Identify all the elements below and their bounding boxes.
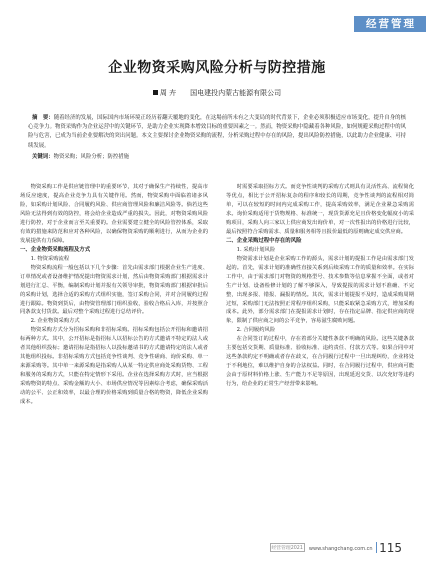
author-line (20, 88, 414, 98)
body-column-left (20, 183, 208, 555)
subsection-heading: 1. 物资采购流程 (30, 255, 70, 262)
author-name: 周 卉 (159, 89, 177, 97)
page-number: 115 (379, 541, 402, 555)
page-footer (270, 537, 403, 556)
subsection-heading: 2. 合同履约风险 (236, 327, 276, 334)
abstract-text: 随着经济的发展，国际国内市场环境正经历着翻天覆地的变化，在这場前所未有之大变局的时代背景下，企业必须积极适应市场变化，提升自身的核心竞争力。物资采购作为企业运营中的关键环节，是助力企业实现降本增效目标的重要因素之一。然而，物资采购中隐藏着各种风险，如何规避采购过程中的风险与危害，已成为当前企业要解决的突出问题。本文主要探讨企业物资采购的流程，分析采购过程中存在的风险，提出风险防控措施，以此助力企业健康、可持续发展。 (28, 115, 406, 149)
body-paragraph: 物资采购方式分为招标采购和非招标采购。招标采购包括公开招标和邀请招标两种方式。其中，公开招标是指招标人以招标公告的方式邀请不特定的法人或者其他组织投标；邀请招标是指招标人以投标邀请书的方式邀请特定的法人或者其他组织投标。非招标采购方式包括竞争性谈判、竞争性磋商、询价采购、单一来源采购等。其中单一来源采购是指采购人从某一特定供应商处采购货物、工程和服务的采购方式，只能在特定情形下采用。企业在选择采购方式时，应当根据采购物资的特点、采购金额的大小、市场供应情况等因素综合考虑，确保采购活动的公平、公正和效率，以最合理的价格采购到质量合格的物资，降低企业采购成本。 (20, 327, 208, 406)
body-paragraph: 时需要采取招标方式。而竞争性谈判的采购方式则具有灵活性高、流程简化等优点，相比于公开招标复杂的程序和较长的周期，竞争性谈判的流程相对简单，可以在较短的时间内完成采购工作，提高采购效率，满足企业紧急采购需求。询价采购适用于货物规格、标准统一，现货货源充足且价格变化幅度小的采购项目，采购人向三家以上供应商发出询价单，对一次性报出的价格进行比较，最后按照符合采购需求、质量和服务相等且报价最低的原则确定成交供应商。 (226, 184, 414, 235)
keywords-label: 关键词： (32, 153, 54, 160)
author-affiliation: 国电建投内蒙古能源有限公司 (190, 89, 282, 97)
subsection-heading: 1. 采购计划风险 (236, 246, 276, 253)
abstract (28, 114, 406, 162)
section-heading: 一、企业物资采购流程及方式 (20, 246, 91, 253)
section-heading: 二、企业采购过程中存在的风险 (226, 237, 302, 244)
article-page (20, 18, 414, 566)
body-paragraph: 在合同签订的过程中，存在着部分关键性条款不明确的风险。这些关键条款主要包括交货期、质量标准、验收标准、违约责任、付款方式等。如果合同中对这些条款约定不明确或者存在歧义，在合同履行过程中一旦出现纠纷，企业将处于不利地位，难以维护自身的合法权益。同时，在合同履行过程中，供应商可能会由于原材料价格上涨、生产能力不足等原因，出现延迟交货、以次充好等违约行为，给企业的正常生产经营带来影响。 (226, 336, 414, 388)
keywords-text: 物资采购；风险分析；防控措施 (53, 153, 130, 160)
page-number-bar (376, 542, 378, 553)
body-column-right (226, 183, 414, 555)
body-paragraph: 物资采购流程一般包括以下几个步骤：首先由需求部门根据企业生产进度、订单情况或者设备维护情况提出物资需求计划，然后由物资采购部门根据需求计划进行汇总、平衡，编制采购计划并报有关领导审批，物资采购部门根据审批后的采购计划，选择合适的采购方式组织实施，签订采购合同，并对合同履约过程进行跟踪。物资到货后，由物资管理部门组织验收，验收合格后入库，并按照合同条款支付货款。最后对整个采购过程进行总结评价。 (20, 264, 208, 316)
section-tag: 经营管理 (354, 16, 426, 32)
square-bullet-icon (153, 90, 158, 95)
site-url: www.shangchang.com.cn (308, 546, 373, 552)
subsection-heading: 2. 企业物资采购方式 (30, 318, 80, 325)
body-paragraph: 物资需求计划是企业采购工作的源头，需求计划的提报工作是由需求部门发起的。首先，需求计划的准确性直接关系到后续采购工作的质量和效率。在实际工作中，由于需求部门对物资的规格型号、技术参数等信息掌握不全面，或者对生产计划、设备检修计划的了解不够深入，导致提报的需求计划不准确、不完整，出现多报、错报、漏报的情况。其次，需求计划提报不及时，造成采购周期过短，采购部门无法按照正常程序组织采购，只能采取紧急采购方式，增加采购成本。此外，部分需求部门在提报需求计划时，存在指定品牌、指定供应商的现象，限制了供应商之间的公平竞争，容易滋生腐败问题。 (226, 255, 414, 325)
issue-stamp: 经营管理2021 (270, 543, 305, 552)
body-paragraph: 物资采购工作是供应链管理中的重要环节，其对于确保生产持续性，提高市场反应速度，提高企业竞争力具有关键作用。然而，物资采购中面临着诸多风险，如采购计划风险、合同履约风险、供应商管理风险和廉洁风险等。倘若这些风险无法得到有效的防控，将会给企业造成严重的损失。因此，对物资采购风险进行防控，对于企业而言至关重要的。企业需要建立健全的风险管控体系，采取有效的措施来防范和应对各种风险，以确保物资采购的顺利进行，从而为企业的发展提供有力保障。 (20, 184, 208, 244)
article-title: 企业物资采购风险分析与防控措施 (108, 60, 326, 76)
abstract-label: 摘 要： (32, 115, 54, 121)
keywords (28, 153, 406, 162)
